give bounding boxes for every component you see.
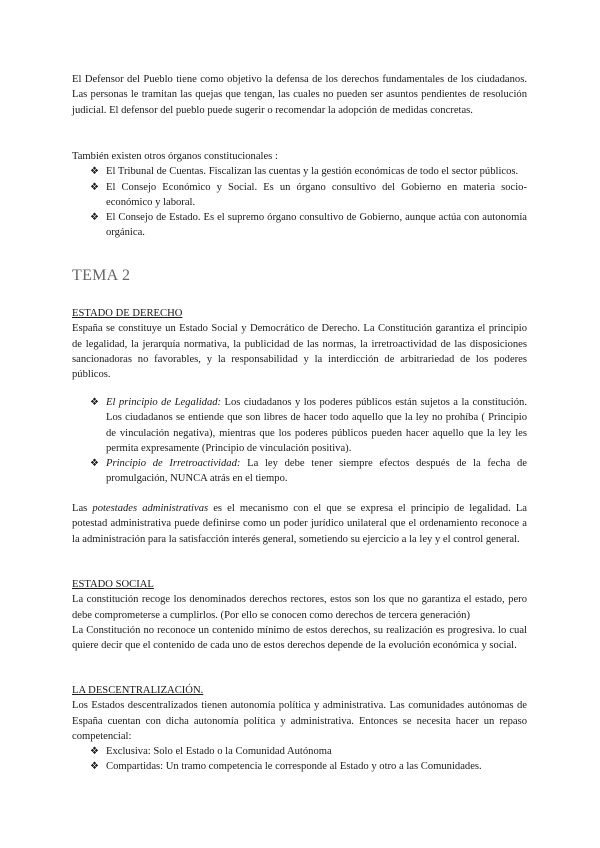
estado-derecho-heading: ESTADO DE DERECHO xyxy=(72,308,183,319)
estado-social-section xyxy=(72,577,527,653)
list-item: ❖ Exclusiva: Solo el Estado o la Comunidad Autónoma xyxy=(72,744,527,759)
estado-derecho-section xyxy=(72,306,527,382)
descentralizacion-heading: LA DESCENTRALIZACIÓN. xyxy=(72,685,204,696)
bullet-icon: ❖ xyxy=(90,397,99,408)
descentralizacion-section xyxy=(72,683,527,775)
list-item: ❖ El principio de Legalidad: Los ciudadanos y los poderes públicos están sujetos a la constitución. Los ciudadanos se entiende que son libres de hacer todo aquello que la ley no prohíba ( Principio de vinculación negativa), mientras que los poderes públicos pueden hacer aquello que la ley les permita expresamente (Principio de vinculación positiva). xyxy=(90,397,527,454)
principio-term: El principio de Legalidad: xyxy=(106,397,222,408)
defensor-section xyxy=(72,72,527,118)
list-item: ❖ Principio de Irretroactividad: La ley debe tener siempre efectos después de la fecha de promulgación, NUNCA atrás en el tiempo. xyxy=(90,458,527,485)
potestades-paragraph: Las potestades administrativas es el mecanismo con el que se expresa el principio de legalidad. La potestad administrativa puede definirse como un poder jurídico unilateral que el ordenamiento reconoce a la administración para la satisfacción interés general, sometiendo su ejercicio a la ley y el control general. xyxy=(72,503,527,545)
descentralizacion-paragraph: Los Estados descentralizados tienen autonomía política y administrativa. Las comunidades autónomas de España cuentan con dicha autonomía política y administrativa. Entonces se necesita hacer un repaso competencial: xyxy=(72,700,527,742)
bullet-icon: ❖ xyxy=(90,212,99,224)
bullet-icon: ❖ xyxy=(90,181,99,193)
principios-section xyxy=(72,395,527,487)
bullet-icon: ❖ xyxy=(90,458,99,470)
tema-heading: TEMA 2 xyxy=(72,267,131,284)
estado-social-paragraph-2: La Constitución no reconoce un contenido mínimo de estos derechos, su realización es progresiva. lo cual quiere decir que el contenido de cada uno de estos derechos depende de la evolución económica y social. xyxy=(72,624,527,652)
list-item: ❖ El Consejo de Estado. Es el supremo órgano consultivo de Gobierno, aunque actúa con autonomía orgánica. xyxy=(90,212,527,239)
estado-social-paragraph-1: La constitución recoge los denominados derechos rectores, estos son los que no garantiza el estado, pero debe comprometerse a cumplirlos. (Por ello se conocen como derechos de tercera generación) xyxy=(72,594,527,621)
principio-term: Principio de Irretroactividad: xyxy=(106,458,241,470)
list-item: ❖ El Consejo Económico y Social. Es un órgano consultivo del Gobierno en materia socio-económico y laboral. xyxy=(90,181,527,208)
bullet-icon: ❖ xyxy=(90,166,99,178)
estado-derecho-paragraph: España se constituye un Estado Social y Democrático de Derecho. La Constitución garantiza el principio de legalidad, la jerarquía normativa, la publicidad de las normas, la irretroactividad de las disposiciones sancionadoras no favorables, y la responsabilidad y la interdicción de arbitrariedad de los poderes públicos. xyxy=(72,323,527,381)
bullet-icon: ❖ xyxy=(90,761,99,773)
defensor-paragraph: El Defensor del Pueblo tiene como objetivo la defensa de los derechos fundamentales de los ciudadanos. Las personas le tramitan las quejas que tengan, las cuales no pueden ser asuntos pendientes de resolución judicial. El defensor del pueblo puede sugerir o recomendar la adopción de medidas concretas. xyxy=(72,74,527,116)
organos-section xyxy=(72,149,527,241)
list-item: ❖ Compartidas: Un tramo competencia le corresponde al Estado y otro a las Comunidades. xyxy=(72,759,527,774)
estado-social-heading: ESTADO SOCIAL xyxy=(72,579,154,590)
principios-list xyxy=(72,395,527,487)
organos-list xyxy=(72,164,527,240)
bullet-icon: ❖ xyxy=(90,746,99,758)
competencias-list xyxy=(72,744,527,775)
organos-intro: También existen otros órganos constitucionales : xyxy=(72,151,278,162)
potestades-section xyxy=(72,501,527,547)
list-item: ❖ El Tribunal de Cuentas. Fiscalizan las cuentas y la gestión económicas de todo el sector públicos. xyxy=(72,164,527,179)
